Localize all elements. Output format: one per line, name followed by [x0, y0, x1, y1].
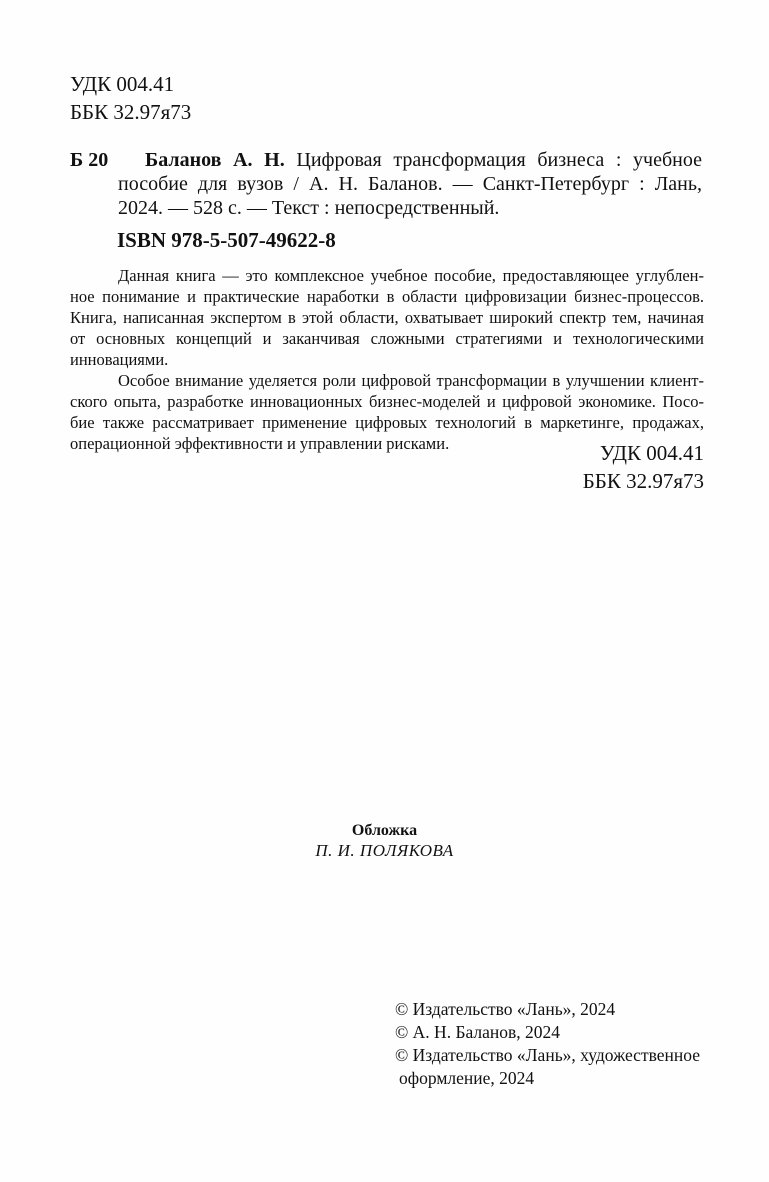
annotation-block — [70, 265, 704, 454]
bib-record-line — [118, 148, 702, 172]
annotation-line: ное понимание и практические наработки в области цифровизации бизнес-процессов. — [70, 287, 704, 306]
bbk-code: ББК 32.97я73 — [70, 100, 192, 124]
isbn-number: ISBN 978-5-507-49622-8 — [117, 228, 336, 252]
copyright-line: © Издательство «Лань», художественное — [395, 1045, 700, 1065]
bib-title: Цифровая трансформация бизнеса : учебное — [284, 149, 702, 171]
bbk-code: ББК 32.97я73 — [582, 469, 704, 493]
copyright-line: © А. Н. Баланов, 2024 — [395, 1022, 561, 1042]
annotation-paragraph-1 — [70, 265, 704, 370]
cover-credit-block — [0, 822, 769, 861]
annotation-line: Книга, написанная экспертом в этой области, охватывает широкий спектр тем, начиная — [70, 308, 704, 327]
copyright-line: оформление, 2024 — [399, 1068, 535, 1088]
annotation-line: бие также рассматривает применение цифровых технологий в маркетинге, продажах, — [70, 413, 704, 432]
annotation-line: операционной эффективности и управлении рисками. — [70, 434, 450, 453]
cover-credit-role: Обложка — [351, 822, 418, 839]
udk-code: УДК 004.41 — [599, 441, 704, 465]
annotation-line: инновациями. — [70, 350, 169, 369]
bib-record-line: 2024. — 528 с. — Текст : непосредственный. — [118, 197, 500, 219]
copyright-block — [395, 998, 700, 1090]
annotation-line: от основных концепций и заканчивая сложными стратегиями и технологическими — [70, 329, 704, 348]
annotation-line: Особое внимание уделяется роли цифровой трансформации в улучшении клиент- — [118, 371, 704, 390]
annotation-line: Данная книга — это комплексное учебное пособие, предоставляющее углублен- — [118, 266, 704, 285]
cover-credit-name: П. И. ПОЛЯКОВА — [315, 841, 454, 860]
bib-classification-label: Б 20 — [70, 149, 109, 171]
bib-record-line: пособие для вузов / А. Н. Баланов. — Санкт-Петербург : Лань, — [118, 173, 702, 195]
udk-bbk-bottom-block — [70, 439, 704, 495]
bib-record — [118, 148, 702, 220]
bib-author: Баланов А. Н. — [145, 149, 285, 171]
copyright-line: © Издательство «Лань», 2024 — [395, 999, 616, 1019]
udk-bbk-top-block — [70, 70, 191, 126]
annotation-line: ского опыта, разработке инновационных бизнес-моделей и цифровой экономике. Посо- — [70, 392, 704, 411]
udk-code: УДК 004.41 — [70, 72, 175, 96]
